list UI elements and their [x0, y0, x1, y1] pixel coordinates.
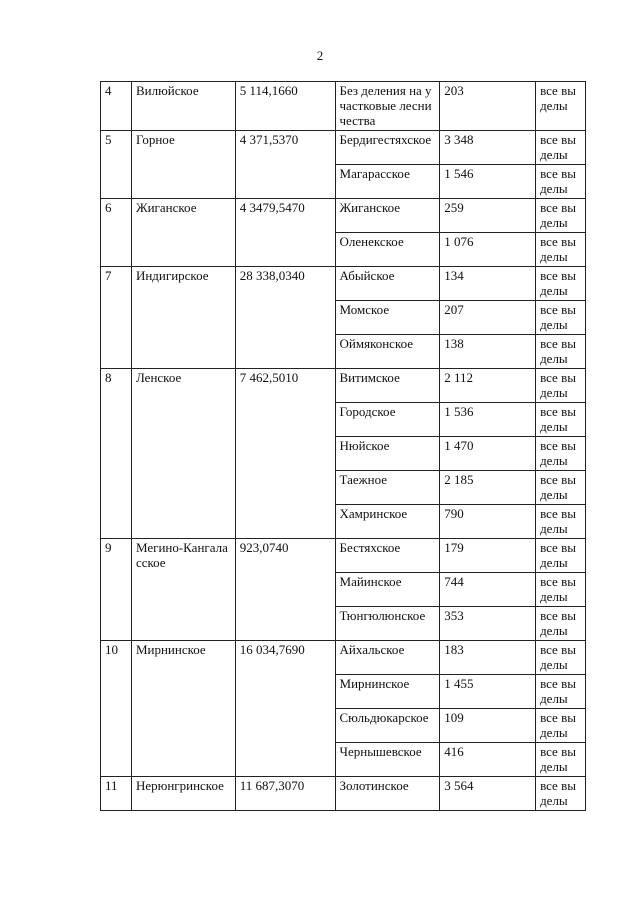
forestry-area-cell: 5 114,1660	[235, 82, 335, 131]
district-scope-cell: все выделы	[536, 369, 586, 403]
district-count-cell: 1 536	[440, 403, 536, 437]
table-row	[101, 82, 586, 131]
district-count-cell: 2 185	[440, 471, 536, 505]
district-count-cell: 138	[440, 335, 536, 369]
table-row	[101, 777, 586, 811]
district-scope-cell: все выделы	[536, 267, 586, 301]
district-scope-cell: все выделы	[536, 709, 586, 743]
district-scope-cell: все выделы	[536, 505, 586, 539]
district-scope-cell: все выделы	[536, 573, 586, 607]
forestry-area-cell: 16 034,7690	[235, 641, 335, 777]
district-count-cell: 1 455	[440, 675, 536, 709]
district-count-cell: 744	[440, 573, 536, 607]
forestry-area-cell: 7 462,5010	[235, 369, 335, 539]
district-count-cell: 109	[440, 709, 536, 743]
district-name-cell: Витимское	[335, 369, 440, 403]
district-name-cell: Момское	[335, 301, 440, 335]
forestry-number-cell: 9	[101, 539, 132, 641]
forestry-name-cell: Мирнинское	[131, 641, 235, 777]
forestry-area-cell: 923,0740	[235, 539, 335, 641]
forestry-name-cell: Горное	[131, 131, 235, 199]
district-scope-cell: все выделы	[536, 335, 586, 369]
forestry-table	[100, 81, 586, 811]
district-name-cell: Сюльдюкарское	[335, 709, 440, 743]
district-count-cell: 416	[440, 743, 536, 777]
district-name-cell: Тюнгюлюнское	[335, 607, 440, 641]
district-scope-cell: все выделы	[536, 743, 586, 777]
district-name-cell: Бестяхское	[335, 539, 440, 573]
district-scope-cell: все выделы	[536, 165, 586, 199]
forestry-area-cell: 4 371,5370	[235, 131, 335, 199]
district-scope-cell: все выделы	[536, 403, 586, 437]
forestry-table-body	[101, 82, 586, 811]
forestry-name-cell: Ленское	[131, 369, 235, 539]
district-name-cell: Городское	[335, 403, 440, 437]
district-count-cell: 790	[440, 505, 536, 539]
district-scope-cell: все выделы	[536, 437, 586, 471]
district-name-cell: Таежное	[335, 471, 440, 505]
forestry-name-cell: Жиганское	[131, 199, 235, 267]
district-scope-cell: все выделы	[536, 233, 586, 267]
district-scope-cell: все выделы	[536, 607, 586, 641]
district-scope-cell: все выделы	[536, 301, 586, 335]
forestry-name-cell: Нерюнгринское	[131, 777, 235, 811]
district-name-cell: Оленекское	[335, 233, 440, 267]
forestry-area-cell: 4 3479,5470	[235, 199, 335, 267]
table-row	[101, 369, 586, 403]
district-name-cell: Чернышевское	[335, 743, 440, 777]
district-count-cell: 203	[440, 82, 536, 131]
district-count-cell: 1 470	[440, 437, 536, 471]
forestry-number-cell: 5	[101, 131, 132, 199]
district-scope-cell: все выделы	[536, 82, 586, 131]
forestry-number-cell: 6	[101, 199, 132, 267]
forestry-number-cell: 4	[101, 82, 132, 131]
district-count-cell: 3 564	[440, 777, 536, 811]
district-scope-cell: все выделы	[536, 471, 586, 505]
district-name-cell: Золотинское	[335, 777, 440, 811]
district-name-cell: Оймяконское	[335, 335, 440, 369]
district-name-cell: Жиганское	[335, 199, 440, 233]
district-scope-cell: все выделы	[536, 539, 586, 573]
district-name-cell: Мирнинское	[335, 675, 440, 709]
table-row	[101, 131, 586, 165]
district-name-cell: Нюйское	[335, 437, 440, 471]
district-name-cell: Майинское	[335, 573, 440, 607]
forestry-area-cell: 28 338,0340	[235, 267, 335, 369]
district-count-cell: 179	[440, 539, 536, 573]
forestry-name-cell: Индигирское	[131, 267, 235, 369]
forestry-name-cell: Вилюйское	[131, 82, 235, 131]
district-count-cell: 1 076	[440, 233, 536, 267]
forestry-number-cell: 11	[101, 777, 132, 811]
table-row	[101, 539, 586, 573]
table-row	[101, 199, 586, 233]
district-count-cell: 353	[440, 607, 536, 641]
forestry-number-cell: 10	[101, 641, 132, 777]
district-scope-cell: все выделы	[536, 777, 586, 811]
district-name-cell: Без деления на участковые лесничества	[335, 82, 440, 131]
district-name-cell: Айхальское	[335, 641, 440, 675]
table-row	[101, 641, 586, 675]
district-count-cell: 2 112	[440, 369, 536, 403]
district-scope-cell: все выделы	[536, 131, 586, 165]
district-name-cell: Бердигестяхское	[335, 131, 440, 165]
page-number: 2	[316, 48, 324, 63]
district-scope-cell: все выделы	[536, 199, 586, 233]
district-name-cell: Абыйское	[335, 267, 440, 301]
district-scope-cell: все выделы	[536, 675, 586, 709]
district-count-cell: 259	[440, 199, 536, 233]
table-row	[101, 267, 586, 301]
forestry-number-cell: 7	[101, 267, 132, 369]
district-count-cell: 207	[440, 301, 536, 335]
district-name-cell: Магарасское	[335, 165, 440, 199]
district-name-cell: Хамринское	[335, 505, 440, 539]
district-count-cell: 1 546	[440, 165, 536, 199]
forestry-area-cell: 11 687,3070	[235, 777, 335, 811]
district-scope-cell: все выделы	[536, 641, 586, 675]
district-count-cell: 183	[440, 641, 536, 675]
forestry-name-cell: Мегино-Кангаласское	[131, 539, 235, 641]
forestry-number-cell: 8	[101, 369, 132, 539]
district-count-cell: 3 348	[440, 131, 536, 165]
district-count-cell: 134	[440, 267, 536, 301]
